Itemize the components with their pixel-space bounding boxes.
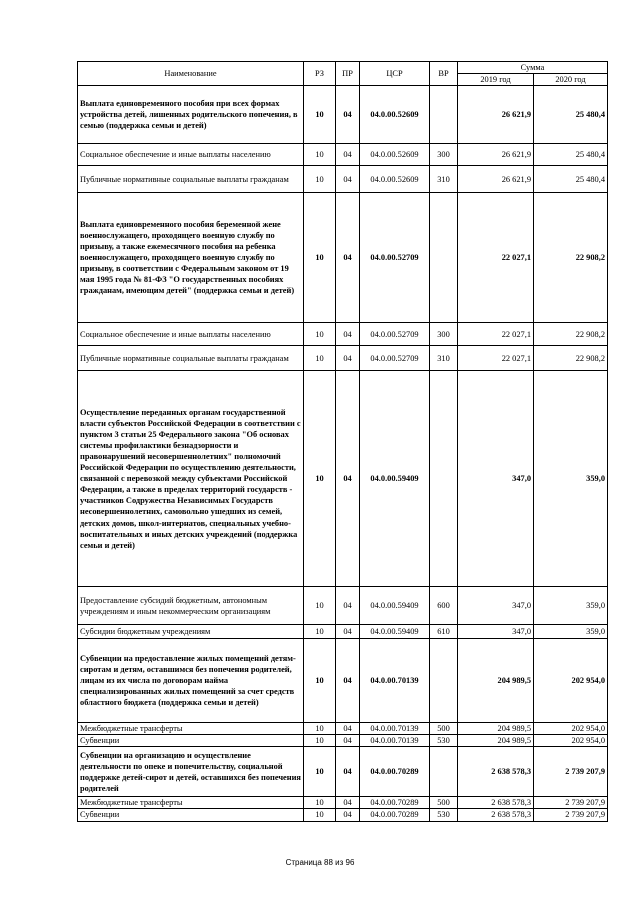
row-name: Субвенции: [78, 809, 304, 821]
row-pr: 04: [336, 587, 360, 625]
row-rz: 10: [304, 86, 336, 144]
row-2019: 347,0: [458, 371, 534, 587]
row-pr: 04: [336, 625, 360, 639]
table-row: [78, 587, 608, 625]
row-pr: 04: [336, 144, 360, 166]
row-name: Публичные нормативные социальные выплаты гражданам: [78, 166, 304, 193]
row-pr: 04: [336, 166, 360, 193]
row-csr: 04.0.00.70289: [360, 747, 430, 797]
row-name: Социальное обеспечение и иные выплаты населению: [78, 144, 304, 166]
table-row: [78, 723, 608, 735]
table-row: [78, 371, 608, 587]
row-vr: [430, 86, 458, 144]
row-rz: 10: [304, 144, 336, 166]
row-rz: 10: [304, 809, 336, 821]
row-rz: 10: [304, 193, 336, 323]
row-pr: 04: [336, 371, 360, 587]
row-2020: 22 908,2: [534, 323, 608, 346]
row-2020: 22 908,2: [534, 346, 608, 371]
row-vr: 300: [430, 323, 458, 346]
row-name: Социальное обеспечение и иные выплаты населению: [78, 323, 304, 346]
row-vr: 500: [430, 723, 458, 735]
table-row: [78, 809, 608, 821]
row-csr: 04.0.00.52709: [360, 193, 430, 323]
row-pr: 04: [336, 86, 360, 144]
header-sum: Сумма: [458, 62, 608, 74]
row-csr: 04.0.00.59409: [360, 371, 430, 587]
table-row: [78, 166, 608, 193]
row-2020: 202 954,0: [534, 639, 608, 723]
row-name: Субвенции: [78, 735, 304, 747]
row-2019: 204 989,5: [458, 639, 534, 723]
row-2019: 22 027,1: [458, 193, 534, 323]
row-2020: 25 480,4: [534, 166, 608, 193]
row-2019: 2 638 578,3: [458, 747, 534, 797]
row-2020: 2 739 207,9: [534, 747, 608, 797]
table-row: [78, 193, 608, 323]
row-2019: 204 989,5: [458, 723, 534, 735]
row-2020: 2 739 207,9: [534, 809, 608, 821]
row-rz: 10: [304, 735, 336, 747]
row-csr: 04.0.00.70139: [360, 735, 430, 747]
row-pr: 04: [336, 323, 360, 346]
row-pr: 04: [336, 809, 360, 821]
row-name: Предоставление субсидий бюджетным, автономным учреждениям и иным некоммерческим организациям: [78, 587, 304, 625]
row-pr: 04: [336, 747, 360, 797]
row-vr: 530: [430, 735, 458, 747]
row-name: Межбюджетные трансферты: [78, 797, 304, 809]
row-pr: 04: [336, 797, 360, 809]
row-csr: 04.0.00.52609: [360, 166, 430, 193]
header-2020: 2020 год: [534, 74, 608, 86]
row-name: Публичные нормативные социальные выплаты гражданам: [78, 346, 304, 371]
row-csr: 04.0.00.52709: [360, 323, 430, 346]
header-pr: ПР: [336, 62, 360, 86]
header-vr: ВР: [430, 62, 458, 86]
page-number: Страница 88 из 96: [285, 858, 355, 867]
row-2019: 347,0: [458, 625, 534, 639]
row-2020: 359,0: [534, 371, 608, 587]
table-row: [78, 86, 608, 144]
row-name: Осуществление переданных органам государственной власти субъектов Российской Федерации в соответствии с пунктом 3 статьи 25 Федерального закона "Об основах системы профилактики безнадзорности и правонарушений несовершеннолетних" полномочий Российской Федерации по осуществлению деятельности, связанной с перевозкой между субъектами Российской Федерации, а также в пределах территорий государств - участников Содружества Независимых Государств несовершеннолетних, самовольно ушедших из семей, детских домов, школ-интернатов, специальных учебно-воспитательных и иных детских учреждений (поддержка семьи и детей): [78, 371, 304, 587]
row-rz: 10: [304, 346, 336, 371]
row-2020: 359,0: [534, 587, 608, 625]
row-2019: 347,0: [458, 587, 534, 625]
row-pr: 04: [336, 346, 360, 371]
row-vr: 500: [430, 797, 458, 809]
row-2020: 359,0: [534, 625, 608, 639]
row-csr: 04.0.00.70289: [360, 797, 430, 809]
row-2019: 26 621,9: [458, 166, 534, 193]
row-name: Выплата единовременного пособия при всех формах устройства детей, лишенных родительского попечения, в семью (поддержка семьи и детей): [78, 86, 304, 144]
row-vr: 310: [430, 166, 458, 193]
row-rz: 10: [304, 323, 336, 346]
table-row: [78, 639, 608, 723]
table-row: [78, 323, 608, 346]
table-row: [78, 144, 608, 166]
table-row: [78, 625, 608, 639]
row-2020: 25 480,4: [534, 144, 608, 166]
row-vr: [430, 371, 458, 587]
row-vr: [430, 639, 458, 723]
row-csr: 04.0.00.70139: [360, 723, 430, 735]
row-csr: 04.0.00.52709: [360, 346, 430, 371]
row-2019: 2 638 578,3: [458, 797, 534, 809]
header-rz: РЗ: [304, 62, 336, 86]
row-2019: 204 989,5: [458, 735, 534, 747]
row-rz: 10: [304, 625, 336, 639]
row-rz: 10: [304, 747, 336, 797]
row-csr: 04.0.00.52609: [360, 144, 430, 166]
row-vr: 530: [430, 809, 458, 821]
table-row: [78, 346, 608, 371]
row-2019: 22 027,1: [458, 346, 534, 371]
row-2019: 26 621,9: [458, 144, 534, 166]
table-row: [78, 747, 608, 797]
table-row: [78, 797, 608, 809]
row-csr: 04.0.00.70139: [360, 639, 430, 723]
row-2019: 2 638 578,3: [458, 809, 534, 821]
budget-table: [77, 61, 608, 822]
row-name: Субвенции на организацию и осуществление деятельности по опеке и попечительству, социальной поддержке детей-сирот и детей, оставшихся без попечения родителей: [78, 747, 304, 797]
row-pr: 04: [336, 193, 360, 323]
row-pr: 04: [336, 735, 360, 747]
row-csr: 04.0.00.70289: [360, 809, 430, 821]
row-name: Выплата единовременного пособия беременной жене военнослужащего, проходящего военную службу по призыву, а также ежемесячного пособия на ребенка военнослужащего, проходящего военную службу по призыву, в соответствии с Федеральным законом от 19 мая 1995 года № 81-ФЗ "О государственных пособиях гражданам, имеющим детей" (поддержка семьи и детей): [78, 193, 304, 323]
row-2019: 22 027,1: [458, 323, 534, 346]
row-rz: 10: [304, 166, 336, 193]
row-vr: [430, 193, 458, 323]
row-rz: 10: [304, 639, 336, 723]
row-vr: 600: [430, 587, 458, 625]
row-2020: 25 480,4: [534, 86, 608, 144]
row-vr: [430, 747, 458, 797]
row-csr: 04.0.00.59409: [360, 625, 430, 639]
row-2020: 2 739 207,9: [534, 797, 608, 809]
row-rz: 10: [304, 587, 336, 625]
row-vr: 610: [430, 625, 458, 639]
header-name: Наименование: [78, 62, 304, 86]
row-2020: 202 954,0: [534, 723, 608, 735]
row-2020: 202 954,0: [534, 735, 608, 747]
header-csr: ЦСР: [360, 62, 430, 86]
row-rz: 10: [304, 371, 336, 587]
row-rz: 10: [304, 723, 336, 735]
row-name: Субвенции на предоставление жилых помещений детям-сиротам и детям, оставшимся без попечения родителей, лицам из их числа по договорам найма специализированных жилых помещений за счет средств областного бюджета (поддержка семьи и детей): [78, 639, 304, 723]
row-vr: 310: [430, 346, 458, 371]
row-2019: 26 621,9: [458, 86, 534, 144]
row-vr: 300: [430, 144, 458, 166]
row-name: Межбюджетные трансферты: [78, 723, 304, 735]
table-row: [78, 735, 608, 747]
row-pr: 04: [336, 723, 360, 735]
row-rz: 10: [304, 797, 336, 809]
row-2020: 22 908,2: [534, 193, 608, 323]
header-2019: 2019 год: [458, 74, 534, 86]
row-csr: 04.0.00.52609: [360, 86, 430, 144]
row-pr: 04: [336, 639, 360, 723]
row-name: Субсидии бюджетным учреждениям: [78, 625, 304, 639]
row-csr: 04.0.00.59409: [360, 587, 430, 625]
